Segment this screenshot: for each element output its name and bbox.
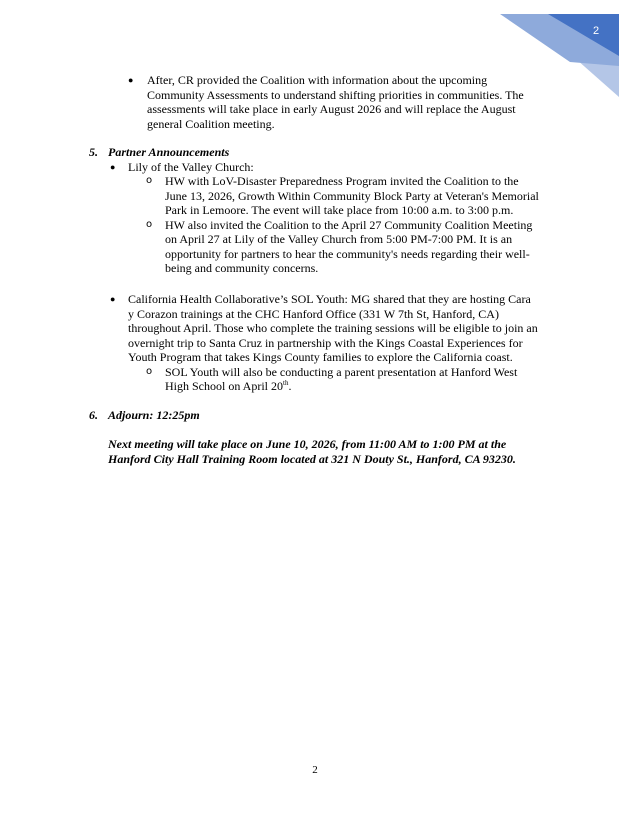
lily-sub2-line: on April 27 at Lily of the Valley Church from 5:00 PM-7:00 PM. It is an bbox=[165, 232, 513, 246]
next-meeting-line: Hanford City Hall Training Room located at 321 N Douty St., Hanford, CA 93230. bbox=[108, 451, 516, 466]
lily-sub1-line: HW with LoV-Disaster Preparedness Program invited the Coalition to the bbox=[165, 174, 519, 188]
chc-sub1-line2-text: High School on April 20 bbox=[165, 379, 284, 393]
chc-line: y Corazon trainings at the CHC Hanford Office (331 W 7th St, Hanford, CA) bbox=[128, 306, 499, 321]
chc-line: throughout April. Those who complete the training sessions will be eligible to join an bbox=[128, 321, 538, 335]
lily-sub2-line: HW also invited the Coalition to the April 27 Community Coalition Meeting bbox=[165, 217, 533, 232]
top-bullet-line: After, CR provided the Coalition with information about the upcoming bbox=[147, 73, 488, 87]
circle-bullet-icon: o bbox=[146, 218, 153, 230]
bullet-icon: ● bbox=[110, 161, 116, 172]
section-title: Partner Announcements bbox=[108, 145, 230, 159]
chc-sub1-line bbox=[165, 379, 291, 394]
chc-line: Youth Program that takes Kings County families to explore the California coast. bbox=[128, 350, 513, 364]
bullet-icon: ● bbox=[128, 75, 134, 85]
section-title: Adjourn: 12:25pm bbox=[108, 408, 200, 422]
lily-sub2-line: opportunity for partners to hear the community's needs regarding their well- bbox=[165, 246, 530, 261]
section-number: 5. bbox=[89, 145, 98, 159]
lily-label: Lily of the Valley Church: bbox=[128, 159, 254, 174]
chc-line: California Health Collaborative’s SOL Youth: MG shared that they are hosting Cara bbox=[128, 292, 531, 306]
top-bullet-line: assessments will take place in early August 2026 and will replace the August bbox=[147, 102, 516, 116]
lily-sub1-line: June 13, 2026, Growth Within Community Block Party at Veteran's Memorial bbox=[165, 188, 539, 203]
circle-bullet-icon: o bbox=[146, 365, 153, 377]
top-bullet-line: Community Assessments to understand shifting priorities in communities. The bbox=[147, 87, 524, 102]
chc-sub1-line: SOL Youth will also be conducting a parent presentation at Hanford West bbox=[165, 364, 518, 379]
top-bullet-line: general Coalition meeting. bbox=[147, 116, 275, 131]
lily-sub2-line: being and community concerns. bbox=[165, 261, 319, 275]
section-number: 6. bbox=[89, 408, 98, 422]
circle-bullet-icon: o bbox=[146, 175, 153, 186]
chc-sub1-line2-end: . bbox=[288, 379, 292, 393]
lily-sub1-line: Park in Lemoore. The event will take place from 10:00 a.m. to 3:00 p.m. bbox=[165, 203, 514, 217]
corner-page-number: 2 bbox=[592, 25, 600, 37]
footer-page-number: 2 bbox=[312, 764, 318, 776]
chc-line: overnight trip to Santa Cruz in partnership with the Kings Coastal Experiences for bbox=[128, 335, 523, 350]
next-meeting-line: Next meeting will take place on June 10, 2026, from 11:00 AM to 1:00 PM at the bbox=[108, 437, 507, 451]
ordinal-suffix: th bbox=[283, 379, 289, 387]
bullet-icon: ● bbox=[110, 294, 116, 304]
